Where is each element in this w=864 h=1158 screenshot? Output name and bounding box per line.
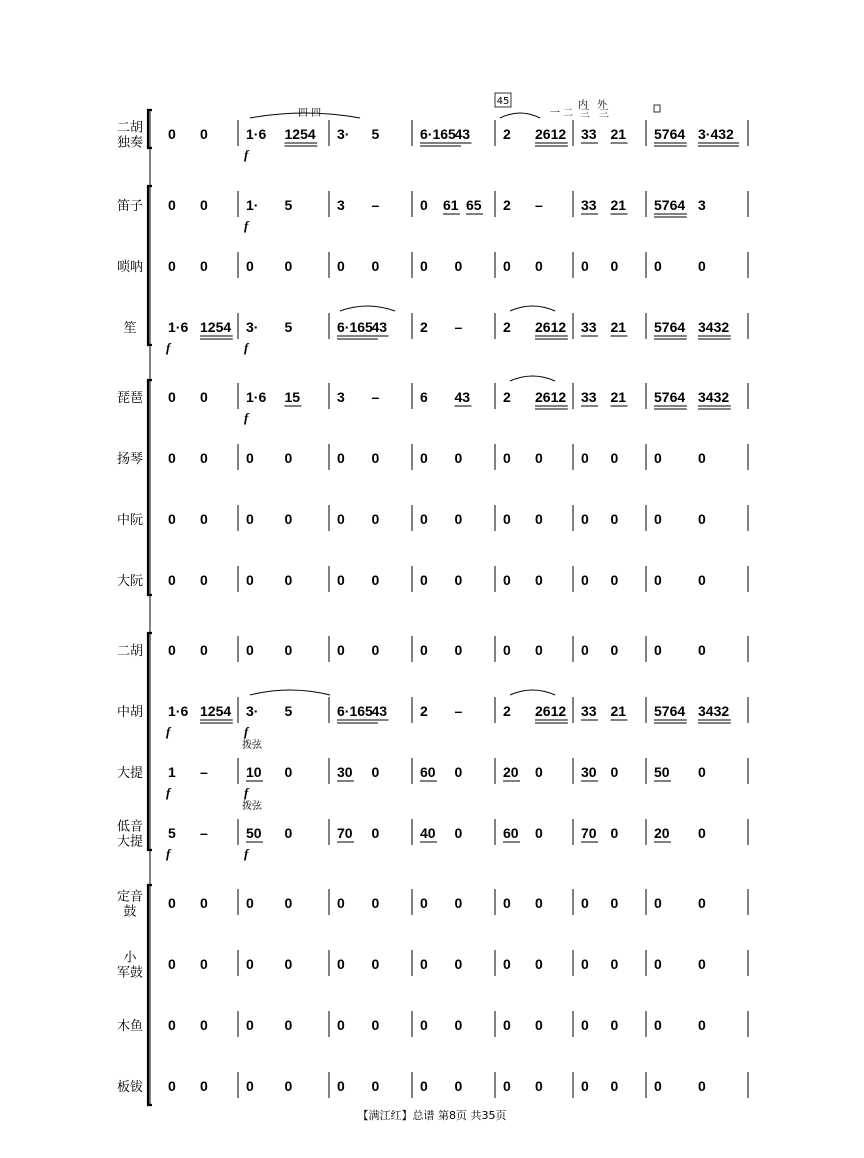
dynamic-mark: f: [244, 218, 249, 233]
erhu-solo-m7-beat1: 5764: [654, 126, 686, 142]
diyin-dati-m4-beat1: 40: [420, 825, 436, 841]
diyin-dati-m4-beat2: 0: [454, 825, 463, 841]
xiaojungu-m7-beat1: 0: [654, 956, 662, 972]
dynamic-mark: f: [166, 846, 171, 861]
diyin-dati-m5-beat2: 0: [535, 825, 543, 841]
pipa-m6-beat2: 21: [610, 389, 627, 405]
sheng-m4-beat1: 2: [420, 319, 428, 335]
zhongruan-m7-beat2: 0: [698, 511, 706, 527]
yangqin-m7-beat2: 0: [698, 450, 706, 466]
barlines: [238, 120, 748, 1098]
daruan-m1-beat2: 0: [200, 572, 208, 588]
sheng-m6-beat1: 33: [581, 319, 597, 335]
suona-m6-beat1: 0: [581, 258, 589, 274]
bannao-m2-beat2: 0: [284, 1078, 293, 1094]
diyin-dati-m6-beat2: 0: [610, 825, 619, 841]
outer-string-mark: 外: [597, 100, 607, 111]
muyu-m5-beat2: 0: [535, 1017, 543, 1033]
yangqin-m4-beat2: 0: [454, 450, 463, 466]
label-daruan: 大阮: [116, 574, 144, 589]
technique-mark: 拨弦: [242, 801, 262, 812]
suona-m3-beat1: 0: [337, 258, 345, 274]
label-suona: 唢呐: [116, 260, 144, 275]
pipa-m6-beat1: 33: [581, 389, 597, 405]
bannao-m6-beat1: 0: [581, 1078, 589, 1094]
pipa-m2-beat2: 15: [284, 389, 301, 405]
slur: [500, 113, 540, 118]
sheng-m6-beat2: 21: [610, 319, 627, 335]
zhonghu-m2-beat2: 5: [284, 703, 293, 719]
muyu-m6-beat2: 0: [610, 1017, 619, 1033]
yangqin-m2-beat1: 0: [246, 450, 254, 466]
erhu-m1-beat1: 0: [168, 642, 176, 658]
zhongruan-m1-beat1: 0: [168, 511, 176, 527]
pipa-m4-beat1: 6: [420, 389, 428, 405]
xiaojungu-m4-beat2: 0: [454, 956, 463, 972]
yangqin-m5-beat1: 0: [503, 450, 511, 466]
dati-m3-beat1: 30: [337, 764, 353, 780]
diyin-dati-m7-beat2: 0: [698, 825, 706, 841]
suona-m3-beat2: 0: [371, 258, 380, 274]
muyu-m2-beat1: 0: [246, 1017, 254, 1033]
label-dati: 大提: [116, 766, 144, 781]
inner-string-mark: 内: [578, 100, 588, 111]
erhu-m5-beat1: 0: [503, 642, 511, 658]
bannao-m7-beat2: 0: [698, 1078, 706, 1094]
pipa-m5-beat1: 2: [503, 389, 511, 405]
bannao-m5-beat2: 0: [535, 1078, 543, 1094]
dati-m7-beat1: 50: [654, 764, 670, 780]
erhu-m2-beat2: 0: [284, 642, 293, 658]
instrument-labels: [117, 120, 143, 1096]
label-erhu-solo: 二胡: [116, 120, 144, 136]
bannao-m1-beat2: 0: [200, 1078, 208, 1094]
yangqin-m1-beat2: 0: [200, 450, 208, 466]
bannao-m4-beat1: 0: [420, 1078, 428, 1094]
dingyingu-m5-beat1: 0: [503, 895, 511, 911]
pipa-m7-beat2: 3432: [698, 389, 730, 405]
label-zhongruan: 中阮: [116, 513, 144, 528]
label-bannao: 板钹: [116, 1080, 144, 1095]
sheng-m1-beat1: 1·6: [168, 319, 189, 335]
zhonghu-m4-beat2: –: [454, 703, 463, 719]
erhu-solo-m4-beat2: 43: [454, 126, 471, 142]
pipa-m4-beat2: 43: [454, 389, 471, 405]
diyin-dati-m7-beat1: 20: [654, 825, 670, 841]
dingyingu-m2-beat1: 0: [246, 895, 254, 911]
daruan-m3-beat1: 0: [337, 572, 345, 588]
daruan-m5-beat2: 0: [535, 572, 543, 588]
dingyingu-m3-beat2: 0: [371, 895, 380, 911]
erhu-solo-m6-beat2: 21: [610, 126, 627, 142]
dizi-m3-beat2: –: [371, 197, 380, 213]
sheng-m4-beat2: –: [454, 319, 463, 335]
zhonghu-m5-beat2: 2612: [535, 703, 567, 719]
yangqin-m2-beat2: 0: [284, 450, 293, 466]
label-pipa: 琵琶: [116, 391, 144, 406]
dizi-m7-beat2: 3: [698, 197, 706, 213]
dizi-m4-beat1: 0: [420, 197, 428, 213]
dati-m4-beat2: 0: [454, 764, 463, 780]
muyu-m1-beat2: 0: [200, 1017, 208, 1033]
label-dingyingu: 定音: [116, 889, 144, 905]
fingering-mark-2: 一 二: [550, 108, 574, 119]
erhu-solo-m2-beat2: 1254: [284, 126, 316, 142]
erhu-m4-beat2: 0: [454, 642, 463, 658]
rehearsal-mark: 45: [496, 96, 510, 107]
diyin-dati-m3-beat2: 0: [371, 825, 380, 841]
dynamic-mark: f: [244, 410, 249, 425]
xiaojungu-m3-beat1: 0: [337, 956, 345, 972]
suona-m6-beat2: 0: [610, 258, 619, 274]
dynamic-mark: f: [244, 147, 249, 162]
zhongruan-m4-beat1: 0: [420, 511, 428, 527]
diyin-dati-m5-beat1: 60: [503, 825, 519, 841]
fingering-mark-1: 四 四: [298, 108, 322, 119]
annotations: [298, 93, 660, 120]
daruan-m2-beat2: 0: [284, 572, 293, 588]
slur: [510, 306, 555, 311]
dynamic-mark: f: [244, 785, 249, 800]
zhongruan-m3-beat2: 0: [371, 511, 380, 527]
xiaojungu-m5-beat2: 0: [535, 956, 543, 972]
zhongruan-m6-beat2: 0: [610, 511, 619, 527]
yangqin-m6-beat2: 0: [610, 450, 619, 466]
zhonghu-m6-beat1: 33: [581, 703, 597, 719]
erhu-solo-m3-beat2: 5: [371, 126, 380, 142]
dizi-m6-beat1: 33: [581, 197, 597, 213]
erhu-m2-beat1: 0: [246, 642, 254, 658]
dati-m7-beat2: 0: [698, 764, 706, 780]
erhu-m3-beat2: 0: [371, 642, 380, 658]
pipa-m1-beat2: 0: [200, 389, 208, 405]
zhonghu-m6-beat2: 21: [610, 703, 627, 719]
sheng-m7-beat1: 5764: [654, 319, 686, 335]
xiaojungu-m6-beat1: 0: [581, 956, 589, 972]
label-dizi: 笛子: [116, 199, 144, 214]
bannao-m1-beat1: 0: [168, 1078, 176, 1094]
slur: [510, 376, 555, 381]
daruan-m6-beat1: 0: [581, 572, 589, 588]
dizi-m4-beat2: 61: [443, 197, 459, 213]
suona-m7-beat2: 0: [698, 258, 706, 274]
xiaojungu-m5-beat1: 0: [503, 956, 511, 972]
sheng-m2-beat2: 5: [284, 319, 293, 335]
dingyingu-m1-beat2: 0: [200, 895, 208, 911]
dizi-m2-beat1: 1·: [246, 197, 259, 213]
daruan-m7-beat1: 0: [654, 572, 662, 588]
diyin-dati-m1-beat2: –: [200, 825, 208, 841]
muyu-m1-beat1: 0: [168, 1017, 176, 1033]
slur: [510, 690, 555, 695]
xiaojungu-m1-beat2: 0: [200, 956, 208, 972]
erhu-m5-beat2: 0: [535, 642, 543, 658]
erhu-m6-beat1: 0: [581, 642, 589, 658]
dynamic-mark: f: [166, 785, 171, 800]
muyu-m4-beat1: 0: [420, 1017, 428, 1033]
daruan-m3-beat2: 0: [371, 572, 380, 588]
dingyingu-m7-beat1: 0: [654, 895, 662, 911]
diyin-dati-m2-beat1: 50: [246, 825, 262, 841]
sheng-m7-beat2: 3432: [698, 319, 730, 335]
muyu-m7-beat2: 0: [698, 1017, 706, 1033]
daruan-m1-beat1: 0: [168, 572, 176, 588]
dati-m5-beat1: 20: [503, 764, 519, 780]
dati-m4-beat1: 60: [420, 764, 436, 780]
diyin-dati-m1-beat1: 5: [168, 825, 176, 841]
label-zhonghu: 中胡: [116, 705, 144, 720]
notation: [166, 113, 739, 1094]
erhu-solo-m5-beat1: 2: [503, 126, 511, 142]
label-diyin-dati: 大提: [116, 834, 144, 850]
suona-m7-beat1: 0: [654, 258, 662, 274]
sheng-m1-beat2: 1254: [200, 319, 232, 335]
erhu-m6-beat2: 0: [610, 642, 619, 658]
zhonghu-m5-beat1: 2: [503, 703, 511, 719]
xiaojungu-m3-beat2: 0: [371, 956, 380, 972]
bannao-m7-beat1: 0: [654, 1078, 662, 1094]
sheng-m5-beat2: 2612: [535, 319, 567, 335]
erhu-m3-beat1: 0: [337, 642, 345, 658]
pipa-m1-beat1: 0: [168, 389, 176, 405]
dati-m1-beat2: –: [200, 764, 208, 780]
erhu-solo-m6-beat1: 33: [581, 126, 597, 142]
erhu-solo-m2-beat1: 1·6: [246, 126, 267, 142]
zhonghu-m7-beat2: 3432: [698, 703, 730, 719]
dingyingu-m5-beat2: 0: [535, 895, 543, 911]
dati-m1-beat1: 1: [168, 764, 176, 780]
zhonghu-m3-beat1: 6·165: [337, 703, 373, 719]
zhonghu-m3-beat2: 43: [371, 703, 388, 719]
zhonghu-m7-beat1: 5764: [654, 703, 686, 719]
label-muyu: 木鱼: [116, 1019, 144, 1034]
dingyingu-m6-beat1: 0: [581, 895, 589, 911]
daruan-m6-beat2: 0: [610, 572, 619, 588]
label-xiaojungu: 小: [123, 950, 137, 966]
yangqin-m3-beat2: 0: [371, 450, 380, 466]
erhu-solo-m1-beat2: 0: [200, 126, 208, 142]
inner-string-sub: 三: [580, 109, 590, 120]
bannao-m4-beat2: 0: [454, 1078, 463, 1094]
bannao-m5-beat1: 0: [503, 1078, 511, 1094]
erhu-m7-beat1: 0: [654, 642, 662, 658]
dingyingu-m2-beat2: 0: [284, 895, 293, 911]
dati-m6-beat1: 30: [581, 764, 597, 780]
dizi-m5-beat2: –: [535, 197, 543, 213]
suona-m2-beat1: 0: [246, 258, 254, 274]
dingyingu-m3-beat1: 0: [337, 895, 345, 911]
label-xiaojungu: 军鼓: [116, 965, 144, 981]
page-footer: 【满江红】总谱 第8页 共35页: [357, 1109, 507, 1122]
zhongruan-m5-beat1: 0: [503, 511, 511, 527]
yangqin-m5-beat2: 0: [535, 450, 543, 466]
xiaojungu-m6-beat2: 0: [610, 956, 619, 972]
outer-string-sub: 三: [599, 109, 609, 120]
dingyingu-m6-beat2: 0: [610, 895, 619, 911]
zhongruan-m3-beat1: 0: [337, 511, 345, 527]
yangqin-m4-beat1: 0: [420, 450, 428, 466]
daruan-m4-beat1: 0: [420, 572, 428, 588]
sheng-m5-beat1: 2: [503, 319, 511, 335]
erhu-solo-m3-beat1: 3·: [337, 126, 350, 142]
yangqin-m6-beat1: 0: [581, 450, 589, 466]
dati-m5-beat2: 0: [535, 764, 543, 780]
yangqin-m3-beat1: 0: [337, 450, 345, 466]
suona-m1-beat1: 0: [168, 258, 176, 274]
yangqin-m7-beat1: 0: [654, 450, 662, 466]
zhongruan-m1-beat2: 0: [200, 511, 208, 527]
pipa-m3-beat2: –: [371, 389, 380, 405]
diyin-dati-m3-beat1: 70: [337, 825, 353, 841]
erhu-solo-m5-beat2: 2612: [535, 126, 567, 142]
dingyingu-m7-beat2: 0: [698, 895, 706, 911]
dynamic-mark: f: [244, 340, 249, 355]
xiaojungu-m7-beat2: 0: [698, 956, 706, 972]
daruan-m2-beat1: 0: [246, 572, 254, 588]
muyu-m3-beat1: 0: [337, 1017, 345, 1033]
pipa-m5-beat2: 2612: [535, 389, 567, 405]
suona-m4-beat1: 0: [420, 258, 428, 274]
zhonghu-m1-beat1: 1·6: [168, 703, 189, 719]
xiaojungu-m2-beat2: 0: [284, 956, 293, 972]
erhu-m4-beat1: 0: [420, 642, 428, 658]
dynamic-mark: f: [166, 724, 171, 739]
suona-m5-beat2: 0: [535, 258, 543, 274]
erhu-solo-m1-beat1: 0: [168, 126, 176, 142]
dati-m3-beat2: 0: [371, 764, 380, 780]
label-erhu-solo: 独奏: [116, 135, 144, 151]
dizi-m6-beat2: 21: [610, 197, 627, 213]
label-sheng: 笙: [123, 321, 137, 336]
dynamic-mark: f: [244, 846, 249, 861]
zhonghu-m2-beat1: 3·: [246, 703, 259, 719]
dingyingu-m1-beat1: 0: [168, 895, 176, 911]
daruan-m5-beat1: 0: [503, 572, 511, 588]
zhongruan-m5-beat2: 0: [535, 511, 543, 527]
xiaojungu-m1-beat1: 0: [168, 956, 176, 972]
bannao-m2-beat1: 0: [246, 1078, 254, 1094]
dizi-m3-beat1: 3: [337, 197, 345, 213]
sheng-m3-beat1: 6·165: [337, 319, 373, 335]
dingyingu-m4-beat2: 0: [454, 895, 463, 911]
bannao-m3-beat2: 0: [371, 1078, 380, 1094]
zhongruan-m2-beat1: 0: [246, 511, 254, 527]
system-brackets: [148, 110, 152, 1105]
bannao-m3-beat1: 0: [337, 1078, 345, 1094]
zhongruan-m7-beat1: 0: [654, 511, 662, 527]
dizi-m7-beat1: 5764: [654, 197, 686, 213]
diyin-dati-m6-beat1: 70: [581, 825, 597, 841]
technique-mark: 拨弦: [242, 740, 262, 751]
pipa-m7-beat1: 5764: [654, 389, 686, 405]
muyu-m4-beat2: 0: [454, 1017, 463, 1033]
dizi-m5-beat1: 2: [503, 197, 511, 213]
yangqin-m1-beat1: 0: [168, 450, 176, 466]
pipa-m3-beat1: 3: [337, 389, 345, 405]
dynamic-mark: f: [166, 340, 171, 355]
slur: [340, 306, 395, 311]
muyu-m5-beat1: 0: [503, 1017, 511, 1033]
daruan-m4-beat2: 0: [454, 572, 463, 588]
diyin-dati-m2-beat2: 0: [284, 825, 293, 841]
muyu-m3-beat2: 0: [371, 1017, 380, 1033]
erhu-solo-m7-beat2: 3·432: [698, 126, 734, 142]
dizi-m4-beat3: 65: [466, 197, 482, 213]
label-yangqin: 扬琴: [116, 452, 144, 467]
dati-m2-beat2: 0: [284, 764, 293, 780]
zhongruan-m6-beat1: 0: [581, 511, 589, 527]
pipa-m2-beat1: 1·6: [246, 389, 267, 405]
label-dingyingu: 鼓: [123, 904, 137, 920]
suona-m4-beat2: 0: [454, 258, 463, 274]
label-diyin-dati: 低音: [116, 819, 144, 835]
dizi-m1-beat2: 0: [200, 197, 208, 213]
suona-m2-beat2: 0: [284, 258, 293, 274]
bow-mark: [654, 105, 660, 112]
zhongruan-m2-beat2: 0: [284, 511, 293, 527]
label-erhu: 二胡: [116, 644, 144, 659]
dati-m6-beat2: 0: [610, 764, 619, 780]
zhonghu-m1-beat2: 1254: [200, 703, 232, 719]
muyu-m6-beat1: 0: [581, 1017, 589, 1033]
erhu-solo-m4-beat1: 6·165: [420, 126, 456, 142]
erhu-m7-beat2: 0: [698, 642, 706, 658]
sheng-m3-beat2: 43: [371, 319, 388, 335]
slur: [250, 690, 330, 695]
muyu-m2-beat2: 0: [284, 1017, 293, 1033]
muyu-m7-beat1: 0: [654, 1017, 662, 1033]
sheng-m2-beat1: 3·: [246, 319, 259, 335]
dizi-m1-beat1: 0: [168, 197, 176, 213]
dynamic-mark: f: [244, 724, 249, 739]
dizi-m2-beat2: 5: [284, 197, 293, 213]
suona-m1-beat2: 0: [200, 258, 208, 274]
daruan-m7-beat2: 0: [698, 572, 706, 588]
erhu-m1-beat2: 0: [200, 642, 208, 658]
suona-m5-beat1: 0: [503, 258, 511, 274]
zhonghu-m4-beat1: 2: [420, 703, 428, 719]
dati-m2-beat1: 10: [246, 764, 262, 780]
xiaojungu-m2-beat1: 0: [246, 956, 254, 972]
zhongruan-m4-beat2: 0: [454, 511, 463, 527]
bannao-m6-beat2: 0: [610, 1078, 619, 1094]
xiaojungu-m4-beat1: 0: [420, 956, 428, 972]
dingyingu-m4-beat1: 0: [420, 895, 428, 911]
